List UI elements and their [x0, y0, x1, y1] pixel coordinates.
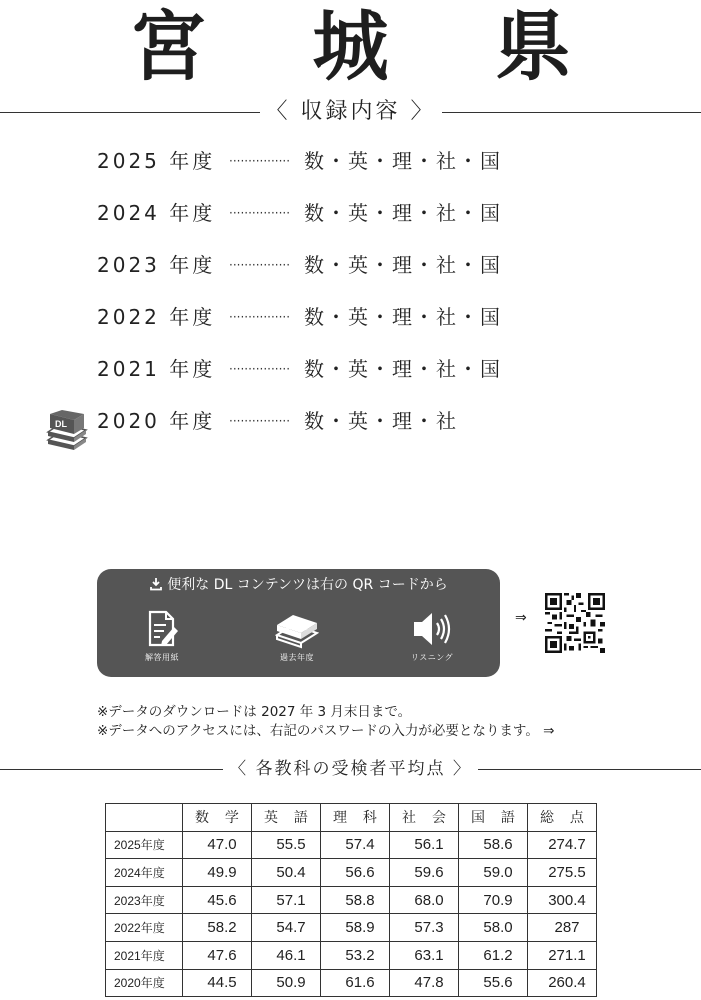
- table-cell: 61.2: [459, 941, 528, 969]
- contents-row: [97, 249, 517, 301]
- qr-code-icon[interactable]: [545, 593, 605, 653]
- table-cell: 55.6: [459, 969, 528, 997]
- answer-sheet-item[interactable]: [117, 609, 207, 663]
- download-heading: [97, 575, 500, 595]
- contents-header-label: 〈 収録内容 〉: [260, 99, 442, 124]
- answer-sheet-icon: [144, 609, 180, 649]
- table-row: [106, 969, 597, 997]
- download-content-box: [97, 569, 500, 677]
- table-cell: 47.6: [183, 941, 252, 969]
- table-cell: 58.8: [321, 886, 390, 914]
- speaker-icon: [410, 609, 454, 649]
- contents-section-header: [0, 97, 701, 127]
- table-cell: 50.4: [252, 859, 321, 887]
- contents-year: 2024 年度: [97, 201, 216, 225]
- notes: [97, 703, 554, 741]
- books-icon: [275, 609, 319, 649]
- column-header: 社 会: [390, 804, 459, 832]
- contents-row: [97, 405, 517, 457]
- contents-subjects: 数・英・理・社・国: [304, 253, 502, 277]
- table-cell: 57.1: [252, 886, 321, 914]
- scores-section-header: [0, 754, 701, 784]
- table-cell: 300.4: [528, 886, 597, 914]
- row-year: 2021年度: [106, 941, 183, 969]
- table-cell: 58.2: [183, 914, 252, 942]
- table-cell: 58.9: [321, 914, 390, 942]
- arrow-to-qr: ⇒: [515, 610, 527, 626]
- scores-header-label: 〈 各教科の受検者平均点 〉: [223, 759, 478, 779]
- table-cell: 287: [528, 914, 597, 942]
- contents-year: 2020 年度: [97, 409, 216, 433]
- table-row: [106, 859, 597, 887]
- contents-row: [97, 353, 517, 405]
- table-row: [106, 831, 597, 859]
- table-cell: 57.3: [390, 914, 459, 942]
- contents-subjects: 数・英・理・社・国: [304, 305, 502, 329]
- contents-list: [97, 145, 517, 457]
- table-cell: 275.5: [528, 859, 597, 887]
- note-password: ※データへのアクセスには、右記のパスワードの入力が必要となります。 ⇒: [97, 723, 555, 739]
- contents-year: 2022 年度: [97, 305, 216, 329]
- note-download-deadline: ※データのダウンロードは 2027 年 3 月末日まで。: [97, 704, 412, 720]
- contents-subjects: 数・英・理・社: [304, 409, 458, 433]
- contents-row: [97, 197, 517, 249]
- leader-dots: ················: [229, 206, 291, 220]
- table-cell: 46.1: [252, 941, 321, 969]
- row-year: 2024年度: [106, 859, 183, 887]
- table-cell: 260.4: [528, 969, 597, 997]
- table-row: [106, 886, 597, 914]
- column-header: 国 語: [459, 804, 528, 832]
- contents-row: [97, 301, 517, 353]
- page-title: 宮 城 県: [130, 2, 611, 91]
- table-header-row: [106, 804, 597, 832]
- table-cell: 63.1: [390, 941, 459, 969]
- leader-dots: ················: [229, 414, 291, 428]
- table-cell: 47.8: [390, 969, 459, 997]
- past-years-item[interactable]: [252, 609, 342, 663]
- row-year: 2020年度: [106, 969, 183, 997]
- table-cell: 61.6: [321, 969, 390, 997]
- column-header: 理 科: [321, 804, 390, 832]
- dl-books-icon: [44, 410, 90, 450]
- table-cell: 53.2: [321, 941, 390, 969]
- table-row: [106, 914, 597, 942]
- table-row: [106, 941, 597, 969]
- average-scores-table: [105, 803, 597, 997]
- table-cell: 271.1: [528, 941, 597, 969]
- table-cell: 49.9: [183, 859, 252, 887]
- past-years-label: 過去年度: [280, 653, 314, 662]
- table-cell: 47.0: [183, 831, 252, 859]
- table-cell: 56.1: [390, 831, 459, 859]
- contents-subjects: 数・英・理・社・国: [304, 149, 502, 173]
- table-cell: 59.0: [459, 859, 528, 887]
- column-header: 数 学: [183, 804, 252, 832]
- table-cell: 57.4: [321, 831, 390, 859]
- leader-dots: ················: [229, 258, 291, 272]
- leader-dots: ················: [229, 362, 291, 376]
- listening-item[interactable]: [387, 609, 477, 663]
- table-cell: 56.6: [321, 859, 390, 887]
- download-icon: [149, 577, 163, 591]
- row-year: 2023年度: [106, 886, 183, 914]
- contents-subjects: 数・英・理・社・国: [304, 357, 502, 381]
- table-cell: 44.5: [183, 969, 252, 997]
- table-cell: 55.5: [252, 831, 321, 859]
- row-year: 2025年度: [106, 831, 183, 859]
- table-cell: 68.0: [390, 886, 459, 914]
- contents-subjects: 数・英・理・社・国: [304, 201, 502, 225]
- table-cell: 50.9: [252, 969, 321, 997]
- download-heading-text: 便利な DL コンテンツは右の QR コードから: [167, 577, 448, 593]
- column-header: 英 語: [252, 804, 321, 832]
- contents-row: [97, 145, 517, 197]
- table-cell: 58.0: [459, 914, 528, 942]
- column-header: 総 点: [528, 804, 597, 832]
- table-cell: 54.7: [252, 914, 321, 942]
- leader-dots: ················: [229, 154, 291, 168]
- contents-year: 2023 年度: [97, 253, 216, 277]
- table-cell: 59.6: [390, 859, 459, 887]
- answer-sheet-label: 解答用紙: [145, 653, 179, 662]
- table-cell: 58.6: [459, 831, 528, 859]
- table-cell: 45.6: [183, 886, 252, 914]
- row-year: 2022年度: [106, 914, 183, 942]
- table-cell: 70.9: [459, 886, 528, 914]
- contents-year: 2021 年度: [97, 357, 216, 381]
- table-corner-cell: [106, 804, 183, 832]
- leader-dots: ················: [229, 310, 291, 324]
- contents-year: 2025 年度: [97, 149, 216, 173]
- listening-label: リスニング: [410, 653, 454, 662]
- dl-badge-text: DL: [55, 419, 67, 429]
- table-cell: 274.7: [528, 831, 597, 859]
